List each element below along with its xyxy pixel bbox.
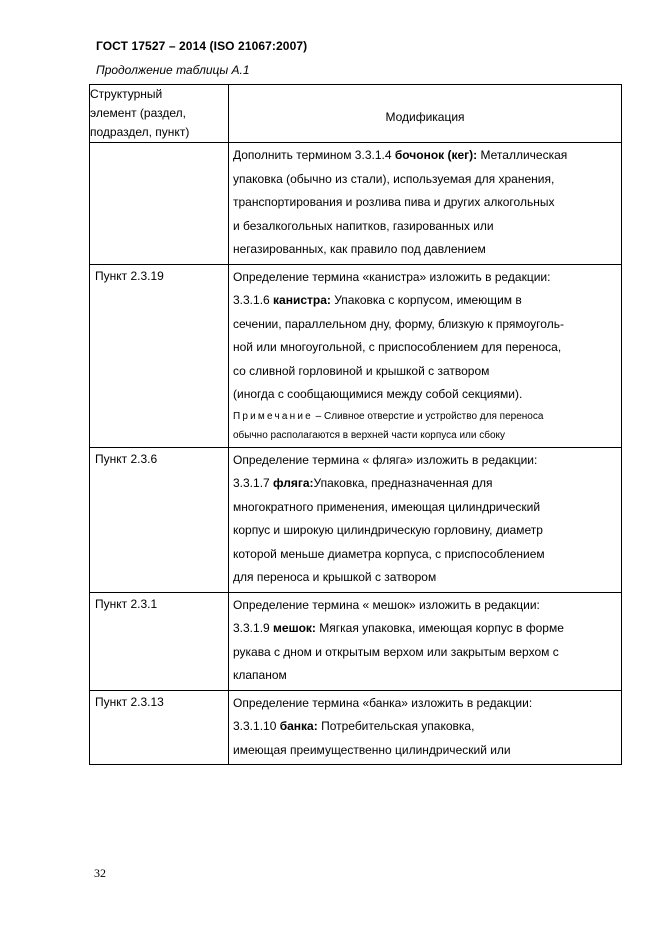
modification-line bbox=[233, 168, 617, 192]
header-structural-element bbox=[90, 85, 229, 143]
line-text: упаковка (обычно из стали), используемая для хранения, bbox=[233, 171, 555, 186]
line-text: 3.3.1.10 bbox=[233, 719, 280, 733]
modification-line bbox=[233, 266, 617, 290]
modification-cell bbox=[229, 592, 622, 690]
structural-element-cell: Пункт 2.3.1 bbox=[90, 592, 229, 690]
line-text: Мягкая упаковка, имеющая корпус в форме bbox=[315, 621, 564, 635]
line-text: Потребительская упаковка, bbox=[317, 719, 475, 733]
modification-line bbox=[233, 519, 617, 543]
modification-line bbox=[233, 715, 617, 739]
modification-cell bbox=[229, 447, 622, 592]
table-row bbox=[90, 447, 622, 592]
line-text: корпус и широкую цилиндрическую горловину, диаметр bbox=[233, 523, 543, 537]
line-text: и безалкогольных напитков, газированных или bbox=[233, 218, 494, 233]
modification-cell bbox=[229, 143, 622, 265]
table-continuation-caption: Продолжение таблицы А.1 bbox=[96, 63, 250, 77]
modification-line bbox=[233, 641, 617, 665]
structural-element-cell: Пункт 2.3.6 bbox=[90, 447, 229, 592]
table-row bbox=[90, 592, 622, 690]
line-text: 3.3.1.7 bbox=[233, 476, 274, 490]
structural-element-cell bbox=[90, 143, 229, 265]
line-text: рукава с дном и открытым верхом или закрытым верхом с bbox=[233, 644, 559, 659]
modification-table bbox=[89, 84, 622, 765]
modification-cell bbox=[229, 690, 622, 765]
modification-line bbox=[233, 238, 617, 262]
line-text: со сливной горловиной и крышкой с затвором bbox=[233, 363, 490, 378]
modification-line bbox=[233, 472, 617, 496]
line-text: транспортирования и розлива пива и других алкогольных bbox=[233, 195, 555, 209]
line-text: негазированных, как правило под давлением bbox=[233, 242, 486, 256]
table-header-row bbox=[90, 85, 622, 143]
modification-line bbox=[233, 144, 617, 168]
term-name: бочонок (кег): bbox=[394, 148, 478, 162]
modification-line bbox=[233, 289, 617, 313]
line-text: Определение термина « мешок» изложить в редакции: bbox=[233, 597, 540, 612]
line-text: многократного применения, имеющая цилиндрический bbox=[233, 499, 541, 514]
note-text: – Сливное отверстие и устройство для переноса bbox=[312, 410, 544, 422]
modification-line bbox=[233, 739, 617, 763]
table-row bbox=[90, 264, 622, 447]
modification-line bbox=[233, 336, 617, 360]
line-text: клапаном bbox=[233, 668, 287, 682]
table-row bbox=[90, 143, 622, 265]
line-text: Определение термина «банка» изложить в редакции: bbox=[233, 695, 533, 710]
line-text: (иногда с сообщающимися между собой секциями). bbox=[233, 387, 523, 401]
term-name: банка: bbox=[279, 719, 318, 733]
line-text: имеющая преимущественно цилиндрический или bbox=[233, 742, 511, 757]
line-text: сечении, параллельном дну, форму, близкую к прямоуголь- bbox=[233, 316, 564, 331]
modification-line bbox=[233, 496, 617, 520]
line-text: ной или многоугольной, с приспособлением для переноса, bbox=[233, 340, 562, 354]
line-text: 3.3.1.9 bbox=[233, 621, 274, 635]
header-line: элемент (раздел, bbox=[90, 106, 186, 120]
term-name: канистра: bbox=[273, 293, 331, 307]
modification-line bbox=[233, 215, 617, 239]
header-line: Структурный bbox=[90, 87, 163, 101]
modification-line bbox=[233, 383, 617, 407]
header-modification: Модификация bbox=[229, 85, 622, 143]
table-row bbox=[90, 690, 622, 765]
modification-line bbox=[233, 566, 617, 590]
modification-line bbox=[233, 313, 617, 337]
modification-line bbox=[233, 191, 617, 215]
line-text: Определение термина «канистра» изложить в редакции: bbox=[233, 269, 551, 284]
term-name: фляга: bbox=[273, 476, 314, 490]
modification-line bbox=[233, 543, 617, 567]
line-text: 3.3.1.6 bbox=[233, 293, 274, 307]
modification-line bbox=[233, 360, 617, 384]
modification-cell bbox=[229, 264, 622, 447]
modification-line bbox=[233, 617, 617, 641]
line-text: Металлическая bbox=[477, 148, 568, 162]
modification-line bbox=[233, 664, 617, 688]
structural-element-cell: Пункт 2.3.19 bbox=[90, 264, 229, 447]
modification-line bbox=[233, 692, 617, 716]
line-text: Дополнить термином 3.3.1.4 bbox=[233, 148, 395, 162]
document-header-title: ГОСТ 17527 – 2014 (ISO 21067:2007) bbox=[96, 39, 308, 53]
term-name: мешок: bbox=[273, 621, 316, 635]
header-line: подраздел, пункт) bbox=[90, 125, 190, 139]
structural-element-cell: Пункт 2.3.13 bbox=[90, 690, 229, 765]
page-number: 32 bbox=[94, 866, 106, 880]
modification-line bbox=[233, 449, 617, 473]
line-text: Упаковка с корпусом, имеющим в bbox=[330, 293, 522, 307]
note-line bbox=[233, 407, 617, 426]
line-text: которой меньше диаметра корпуса, с приспособлением bbox=[233, 546, 545, 561]
note-label: Примечание bbox=[233, 410, 313, 422]
note-line: обычно располагаются в верхней части корпуса или сбоку bbox=[233, 429, 506, 441]
modification-line bbox=[233, 594, 617, 618]
line-text: для переноса и крышкой с затвором bbox=[233, 570, 437, 584]
line-text: Упаковка, предназначенная для bbox=[313, 476, 493, 490]
line-text: Определение термина « фляга» изложить в редакции: bbox=[233, 452, 538, 467]
